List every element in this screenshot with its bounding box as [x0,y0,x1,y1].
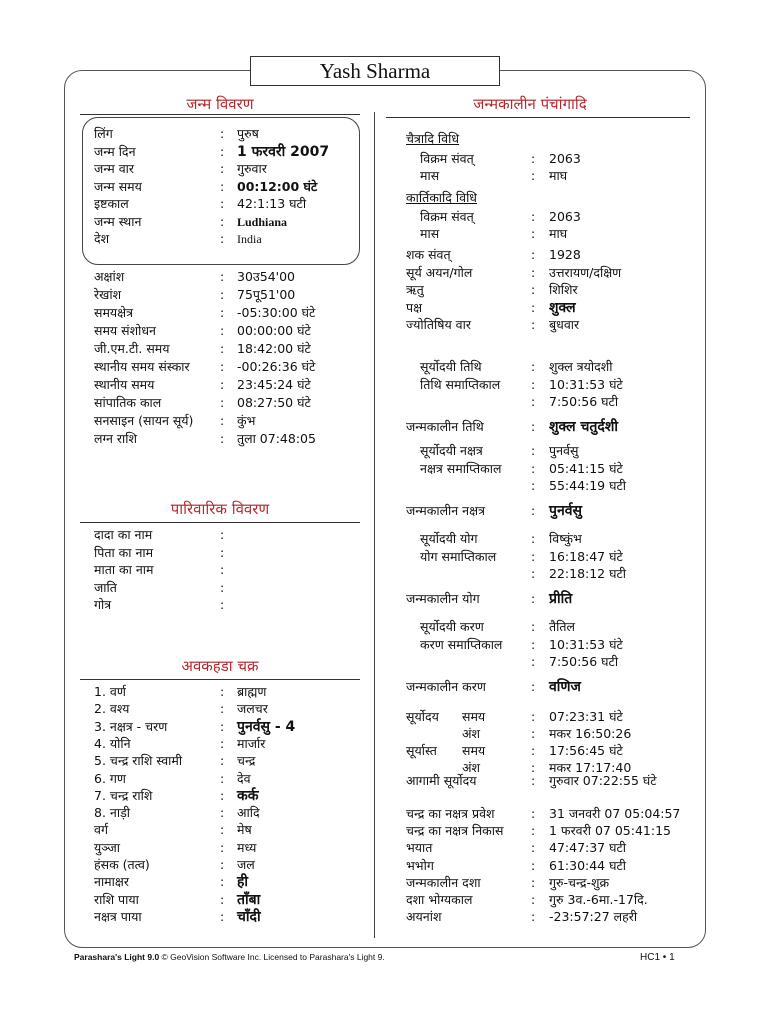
row-value: माघ [549,168,568,183]
row-label: हंसक (तत्व) [94,857,150,872]
row-label: समय संशोधन [94,323,156,338]
panchang-section-rule [386,117,690,118]
panchang-section-title: जन्मकालीन पंचांगादि [473,95,587,113]
row-colon: : [531,806,536,821]
row-label: समयक्षेत्र [94,305,134,320]
row-colon: : [531,590,536,606]
row-colon: : [531,264,536,280]
row-value: विष्कुंभ [549,531,582,546]
row-label: 4. योनि [94,735,131,751]
row-label: ज्योतिषिय वार [406,317,471,332]
row-label: 6. गण [94,770,126,786]
row-colon: : [220,770,225,786]
row-value: 16:18:47 घंटे [549,548,623,564]
row-label: जन्म स्थान [94,213,142,229]
row-label: देश [94,231,110,246]
row-label: सूर्योदयी करण [420,619,484,634]
row-value: जलचर [237,701,268,717]
sun-value: मकर 17:17:40 [549,760,632,775]
row-label: भभोग [406,857,434,873]
row-value: गुरु-चन्द्र-शुक्र [549,874,610,890]
row-value: 30उ54'00 [237,269,296,284]
row-label: आगामी सूर्योदय [406,773,477,788]
row-colon: : [531,394,536,409]
row-label: लग्न राशि [94,431,137,446]
row-value: उत्तरायण/दक्षिण [549,264,622,280]
row-label: ऋतु [406,282,424,297]
row-value: 18:42:00 घंटे [237,341,311,356]
row-value: गुरुवार 07:22:55 घंटे [549,773,657,788]
family-section-rule [80,522,360,523]
sun-label: सूर्यास्त [406,743,437,758]
row-label: नक्षत्र पाया [94,908,142,924]
row-label: चन्द्र का नक्षत्र निकास [406,823,504,839]
row-colon: : [531,678,536,694]
row-colon: : [531,823,536,839]
row-colon: : [531,376,536,392]
row-value: 42:1:13 घटी [237,196,307,211]
sun-value: 17:56:45 घंटे [549,743,623,758]
row-colon: : [531,709,536,724]
row-value: ताँबा [237,891,261,908]
row-label: 8. नाड़ी [94,805,130,821]
row-colon: : [531,619,536,634]
row-colon: : [531,654,536,669]
row-label: भयात [406,840,433,856]
row-value: शुक्ल चतुर्दशी [549,418,618,435]
footer-copyright: © GeoVision Software Inc. Licensed to Parashara's Light 9. [159,952,385,962]
row-label: लिंग [94,126,113,141]
row-label: 3. नक्षत्र - चरण [94,718,168,734]
row-label: जन्मकालीन नक्षत्र [406,502,485,518]
row-value: 00:00:00 घंटे [237,323,311,338]
row-value: -23:57:27 लहरी [549,909,638,925]
row-colon: : [220,891,225,907]
birth-section-rule [80,114,360,115]
row-label: 1. वर्ण [94,684,126,699]
row-value: चाँदी [237,908,261,925]
row-label: नामाक्षर [94,874,129,890]
row-value: देव [237,770,251,786]
row-value: तैतिल [549,619,575,634]
row-value: -00:26:36 घंटे [237,359,316,374]
row-colon: : [531,247,536,262]
row-colon: : [220,718,225,734]
row-colon: : [220,579,225,595]
row-value: 10:31:53 घंटे [549,376,623,392]
row-value: 1 फरवरी 2007 [237,143,330,160]
row-value: गुरु 3व.-6मा.-17दि. [549,892,648,907]
row-label: अयनांश [406,909,442,925]
row-label: तिथि समाप्तिकाल [420,376,501,392]
row-colon: : [220,126,225,141]
row-value: पुनर्वसु - 4 [237,718,296,735]
row-colon: : [220,822,225,838]
row-colon: : [220,323,225,338]
row-label: जन्म वार [94,161,134,176]
row-value: 47:47:37 घटी [549,840,627,856]
native-name: Yash Sharma [250,56,500,86]
row-label: जाति [94,579,117,595]
row-colon: : [220,701,225,717]
row-colon: : [531,359,536,374]
row-colon: : [531,418,536,434]
row-label: दशा भोग्यकाल [406,892,473,907]
row-colon: : [531,443,536,458]
row-label: जन्मकालीन तिथि [406,418,484,434]
row-colon: : [220,178,225,194]
panchang-subheading: कार्तिकादि विधि [406,190,477,205]
row-label: दादा का नाम [94,527,153,542]
row-label: रेखांश [94,287,122,302]
sun-sublabel: अंश [462,760,481,775]
row-label: सूर्योदयी तिथि [420,359,482,374]
family-section-title: पारिवारिक विवरण [170,500,270,518]
row-value: चन्द्र [237,753,256,769]
row-colon: : [531,299,536,315]
row-colon: : [220,287,225,302]
row-value: बुधवार [549,317,580,332]
row-label: युञ्जा [94,839,121,855]
row-colon: : [220,413,225,428]
row-label: सूर्योदयी नक्षत्र [420,443,483,458]
row-label: अक्षांश [94,269,125,284]
row-label: 5. चन्द्र राशि स्वामी [94,753,183,769]
row-value: पुरुष [237,126,259,141]
row-colon: : [220,359,225,374]
row-colon: : [220,562,225,577]
row-label: स्थानीय समय संस्कार [94,359,190,374]
row-value: 75पू51'00 [237,287,296,302]
row-colon: : [531,743,536,758]
row-label: जन्म समय [94,178,142,194]
row-value: मध्य [237,839,257,855]
row-label: जी.एम.टी. समय [94,341,170,356]
row-label: सांपातिक काल [94,395,162,410]
row-label: करण समाप्तिकाल [420,636,503,652]
row-label: शक संवत् [406,247,451,262]
row-colon: : [220,908,225,924]
row-colon: : [220,377,225,392]
row-label: जन्मकालीन दशा [406,874,481,890]
row-colon: : [531,460,536,476]
row-colon: : [220,787,225,803]
row-colon: : [531,317,536,332]
avakahada-section-title: अवकहडा चक्र [181,657,259,675]
row-value: शिशिर [549,282,578,297]
row-colon: : [220,684,225,699]
row-value: 22:18:12 घटी [549,566,627,581]
sun-value: मकर 16:50:26 [549,726,632,741]
row-value: 00:12:00 घंटे [237,178,318,194]
row-label: पिता का नाम [94,544,154,560]
row-label: इष्टकाल [94,196,129,211]
row-colon: : [220,231,225,246]
row-label: 2. वश्य [94,701,130,717]
row-label: गोत्र [94,597,112,612]
row-value: ही [237,874,249,891]
row-colon: : [531,874,536,890]
footer-page-number: HC1 • 1 [640,952,675,963]
row-colon: : [531,502,536,518]
row-label: वर्ग [94,822,108,838]
row-value: तुला 07:48:05 [237,431,316,446]
row-value: 1928 [549,247,581,262]
row-label: मास [420,226,440,241]
row-colon: : [220,753,225,769]
row-value: Ludhiana [237,214,288,229]
row-value: ब्राह्मण [237,684,267,699]
row-value: 55:44:19 घटी [549,478,627,493]
row-value: 08:27:50 घंटे [237,395,311,410]
row-colon: : [531,209,536,224]
row-colon: : [220,544,225,560]
row-label: जन्मकालीन करण [406,678,486,694]
row-label: मास [420,168,440,183]
row-colon: : [220,527,225,542]
row-colon: : [531,909,536,925]
row-value: आदि [237,805,260,821]
row-colon: : [220,269,225,284]
row-value: माघ [549,226,568,241]
row-value: -05:30:00 घंटे [237,305,316,320]
row-colon: : [220,196,225,211]
row-label: पक्ष [406,299,423,315]
row-value: शुक्ल त्रयोदशी [549,359,613,374]
row-label: स्थानीय समय [94,377,155,392]
row-value: 10:31:53 घंटे [549,636,623,652]
row-colon: : [220,857,225,872]
row-colon: : [531,478,536,493]
row-label: चन्द्र का नक्षत्र प्रवेश [406,806,495,821]
row-value: वणिज [549,678,581,695]
row-value: 7:50:56 घटी [549,394,619,409]
row-value: प्रीति [549,590,573,607]
row-value: 2063 [549,209,581,224]
row-colon: : [220,161,225,176]
row-colon: : [531,282,536,297]
avakahada-section-rule [80,679,360,680]
row-colon: : [220,305,225,320]
row-colon: : [220,395,225,410]
birth-section-title: जन्म विवरण [186,95,254,113]
sun-sublabel: समय [462,709,486,724]
sun-value: 07:23:31 घंटे [549,709,623,724]
row-label: 7. चन्द्र राशि [94,787,153,803]
sun-sublabel: समय [462,743,486,758]
row-label: सूर्योदयी योग [420,531,478,546]
row-colon: : [220,805,225,821]
row-colon: : [220,341,225,356]
row-label: जन्मकालीन योग [406,590,480,606]
column-divider [374,112,375,938]
panchang-subheading: चैत्रादि विधि [406,131,460,146]
row-colon: : [220,874,225,890]
row-value: 23:45:24 घंटे [237,377,311,392]
row-value: गुरुवार [237,161,267,176]
sun-label: सूर्योदय [406,709,439,724]
row-value: 7:50:56 घटी [549,654,619,669]
row-label: विक्रम संवत् [420,151,474,166]
row-colon: : [220,597,225,612]
row-colon: : [531,840,536,856]
row-value: मार्जार [237,735,266,751]
row-colon: : [531,548,536,564]
row-value: मेष [237,822,252,838]
row-value: पुनर्वसु [549,502,582,519]
row-colon: : [531,226,536,241]
row-colon: : [531,760,536,775]
row-label: नक्षत्र समाप्तिकाल [420,460,502,476]
row-value: 1 फरवरी 07 05:41:15 [549,823,671,839]
row-label: माता का नाम [94,562,154,577]
row-colon: : [220,143,225,159]
row-colon: : [531,151,536,166]
row-value: शुक्ल [549,299,576,316]
row-label: सनसाइन (सायन सूर्य) [94,413,194,428]
row-value: 05:41:15 घंटे [549,460,623,476]
row-value: कुंभ [237,413,256,428]
row-label: विक्रम संवत् [420,209,474,224]
row-label: सूर्य अयन/गोल [406,264,473,280]
sun-sublabel: अंश [462,726,481,741]
row-value: India [237,232,262,246]
row-colon: : [531,773,536,788]
row-colon: : [220,431,225,446]
row-colon: : [531,531,536,546]
footer-product: Parashara's Light 9.0 [74,952,160,962]
row-label: योग समाप्तिकाल [420,548,497,564]
row-colon: : [531,892,536,907]
row-label: जन्म दिन [94,143,136,159]
row-colon: : [531,857,536,873]
row-colon: : [220,735,225,751]
row-colon: : [531,726,536,741]
row-label: राशि पाया [94,891,139,907]
row-value: कर्क [237,787,259,804]
row-colon: : [531,636,536,652]
row-colon: : [220,839,225,855]
footer-credit [74,952,385,962]
row-value: 31 जनवरी 07 05:04:57 [549,806,681,821]
row-value: 61:30:44 घटी [549,857,627,873]
row-value: जल [237,857,255,872]
row-colon: : [531,168,536,183]
row-value: 2063 [549,151,581,166]
row-colon: : [220,213,225,229]
row-value: पुनर्वसु [549,443,579,458]
row-colon: : [531,566,536,581]
